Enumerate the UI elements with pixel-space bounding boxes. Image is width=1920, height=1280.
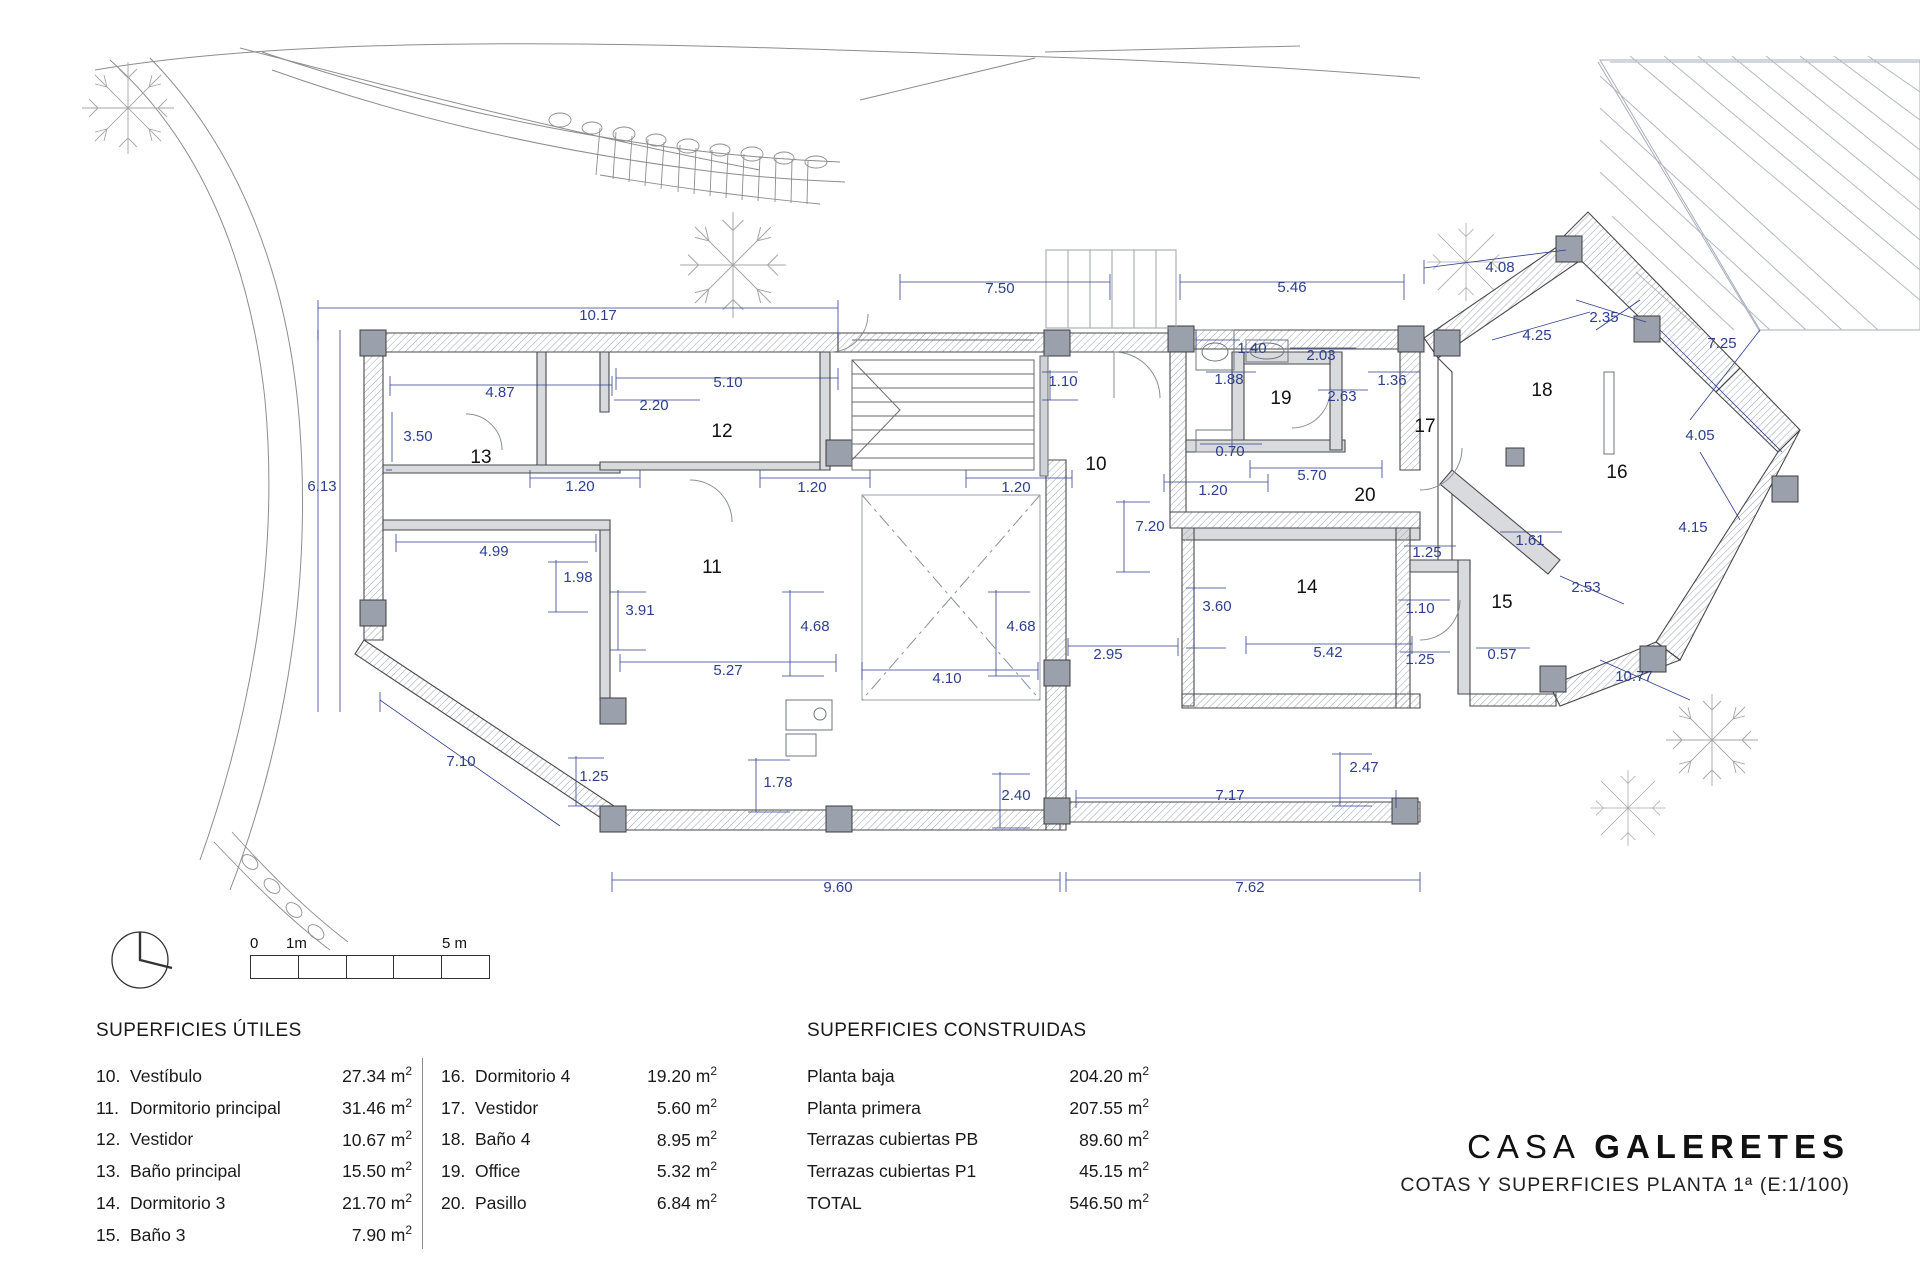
legend-name: Planta primera	[807, 1097, 921, 1118]
building-walls	[355, 212, 1800, 830]
dimension-text: 2.35	[1589, 309, 1619, 326]
legend-name: Office	[475, 1161, 521, 1182]
dimension-text: 6.13	[307, 478, 337, 495]
dimension-text: 1.88	[1214, 371, 1244, 388]
legend-index: 15.	[96, 1224, 121, 1245]
legend-name: Vestíbulo	[130, 1065, 202, 1086]
legend-name: Baño principal	[130, 1161, 241, 1182]
dimension-text: 3.50	[403, 428, 433, 445]
legend-row	[96, 1217, 412, 1249]
legend-index: 16.	[441, 1065, 466, 1086]
legend-value: 207.55 $m^2$	[1069, 1095, 1149, 1118]
legend-row	[807, 1058, 1149, 1090]
project-title-bold: GALERETES	[1594, 1128, 1850, 1165]
dimension-text: 1.61	[1515, 532, 1545, 549]
legend-row	[96, 1058, 412, 1090]
dimension-text: 1.78	[763, 774, 793, 791]
room-number: 10	[1085, 454, 1107, 475]
legend-row	[96, 1122, 412, 1154]
legend-name: Terrazas cubiertas P1	[807, 1161, 977, 1182]
legend-value: 7.90 $m^2$	[351, 1223, 412, 1245]
legend-row	[807, 1122, 1149, 1154]
dimension-text: 5.42	[1313, 644, 1343, 661]
legend-index: 12.	[96, 1129, 121, 1150]
dimension-text: 7.10	[446, 753, 476, 770]
legend-row	[96, 1090, 412, 1122]
dimension-text: 1.25	[1412, 544, 1442, 561]
legend-index: 10.	[96, 1065, 121, 1086]
dimension-text: 5.70	[1297, 467, 1327, 484]
legend-value: 204.20 $m^2$	[1069, 1064, 1149, 1086]
legend-name: Vestidor	[130, 1129, 194, 1150]
dimension-text: 5.10	[713, 374, 743, 391]
dimension-text: 1.20	[797, 479, 827, 496]
dimension-text: 7.50	[985, 280, 1015, 297]
dimension-text: 0.70	[1215, 443, 1245, 460]
dimension-text: 4.25	[1522, 327, 1552, 344]
dimension-text: 4.87	[485, 384, 515, 401]
legend-name: Baño 4	[475, 1129, 531, 1150]
legend-value: 546.50 $m^2$	[1069, 1191, 1149, 1214]
dimension-text: 5.46	[1277, 279, 1307, 296]
dimension-text: 1.10	[1048, 373, 1078, 390]
scale-bar	[250, 935, 490, 979]
scale-bar-ticks	[250, 955, 490, 979]
legend-row	[807, 1153, 1149, 1185]
room-number: 17	[1414, 416, 1436, 437]
dimension-text: 4.15	[1678, 519, 1708, 536]
dimension-text: 7.62	[1235, 879, 1265, 896]
scale-label-zero: 0	[250, 935, 259, 952]
dimension-text: 4.99	[479, 543, 509, 560]
dimension-text: 4.08	[1485, 259, 1515, 276]
dimension-text: 4.68	[1006, 618, 1036, 635]
legend-value: 89.60 $m^2$	[1079, 1127, 1149, 1150]
legend-row	[96, 1185, 412, 1217]
dimension-labels	[307, 259, 1736, 896]
dimension-text: 1.20	[1198, 482, 1228, 499]
dimension-text: 1.40	[1237, 340, 1267, 357]
legend-value: 8.95 $m^2$	[656, 1127, 717, 1150]
dimension-text: 3.91	[625, 602, 655, 619]
legend-index: 20.	[441, 1193, 466, 1214]
legend-value: 5.32 $m^2$	[656, 1159, 717, 1182]
legend-value: 45.15 $m^2$	[1079, 1159, 1149, 1182]
dimension-text: 2.40	[1001, 787, 1031, 804]
room-number: 11	[702, 557, 722, 578]
dimension-text: 2.63	[1327, 388, 1357, 405]
legend-row	[807, 1090, 1149, 1122]
terrace-grid	[1046, 250, 1176, 328]
legend-row	[441, 1185, 717, 1217]
room-number: 19	[1270, 388, 1292, 409]
north-arrow	[100, 920, 180, 1005]
dimension-text: 4.68	[800, 618, 830, 635]
title-block	[1400, 1128, 1850, 1197]
legend-row	[441, 1090, 717, 1122]
legend-row	[441, 1058, 717, 1090]
dimension-text: 9.60	[823, 879, 853, 896]
dimension-text: 1.10	[1405, 600, 1435, 617]
columns	[360, 236, 1798, 832]
legend-row	[807, 1185, 1149, 1217]
dimension-text: 2.03	[1306, 347, 1336, 364]
dimension-text: 10.77	[1615, 668, 1653, 685]
dimension-text: 2.47	[1349, 759, 1379, 776]
legend-value: 19.20 $m^2$	[647, 1064, 717, 1086]
stone-wall-top	[262, 52, 845, 204]
legend-index: 13.	[96, 1161, 121, 1182]
dimension-text: 10.17	[579, 307, 617, 324]
scale-label-one: 1m	[286, 935, 307, 952]
dimension-text: 7.17	[1215, 787, 1245, 804]
staircase	[852, 340, 1048, 476]
dimension-text: 1.36	[1377, 372, 1407, 389]
dimension-text: 2.53	[1571, 579, 1601, 596]
legend-index: 14.	[96, 1193, 121, 1214]
dimension-text: 3.60	[1202, 598, 1232, 615]
legend-name: TOTAL	[807, 1193, 862, 1214]
dimension-text: 4.10	[932, 670, 962, 687]
legend-value: 6.84 $m^2$	[656, 1191, 717, 1214]
dimension-text: 7.20	[1135, 518, 1165, 535]
legend-index: 19.	[441, 1161, 466, 1182]
legend-name: Dormitorio principal	[130, 1097, 281, 1118]
dimension-text: 1.20	[1001, 479, 1031, 496]
room-number: 20	[1354, 485, 1376, 506]
room-number: 13	[470, 447, 492, 468]
sheet-subtitle: COTAS Y SUPERFICIES PLANTA 1ª (E:1/100)	[1400, 1174, 1850, 1196]
utiles-title: SUPERFICIES ÚTILES	[96, 1020, 302, 1041]
utiles-column-2	[422, 1058, 717, 1249]
dimension-text: 1.98	[563, 569, 593, 586]
legend-name: Dormitorio 3	[130, 1193, 226, 1214]
legend-value: 5.60 $m^2$	[656, 1095, 717, 1118]
dimension-text: 1.25	[1405, 651, 1435, 668]
legend-index: 11.	[96, 1097, 120, 1118]
construidas-title: SUPERFICIES CONSTRUIDAS	[807, 1020, 1087, 1041]
project-title	[1400, 1128, 1850, 1166]
room-number: 12	[711, 421, 733, 442]
room-number: 14	[1296, 577, 1318, 598]
project-title-light: CASA	[1467, 1128, 1595, 1165]
room-number: 18	[1531, 380, 1553, 401]
dimension-text: 4.05	[1685, 427, 1715, 444]
legend-name: Pasillo	[475, 1193, 527, 1214]
dimension-text: 1.20	[565, 478, 595, 495]
dimension-text: 1.25	[579, 768, 609, 785]
legend-index: 18.	[441, 1129, 466, 1150]
legend-name: Dormitorio 4	[475, 1065, 571, 1086]
utiles-column-1	[96, 1058, 412, 1249]
dimension-text: 2.20	[639, 397, 669, 414]
legend-name: Baño 3	[130, 1224, 186, 1245]
stone-wall-bottom	[214, 832, 348, 950]
fixtures	[786, 330, 1614, 756]
room-number: 16	[1606, 462, 1628, 483]
dimension-text: 2.95	[1093, 646, 1123, 663]
legend-value: 27.34 $m^2$	[342, 1064, 412, 1086]
legend-name: Terrazas cubiertas PB	[807, 1129, 979, 1150]
dimension-text: 0.57	[1487, 646, 1517, 663]
dimension-text: 7.25	[1707, 335, 1737, 352]
legend-index: 17.	[441, 1097, 466, 1118]
dimension-text: 5.27	[713, 662, 743, 679]
legend-value: 10.67 $m^2$	[342, 1127, 412, 1150]
legend-row	[441, 1122, 717, 1154]
legend-row	[96, 1153, 412, 1185]
construidas-list	[807, 1058, 1149, 1217]
legend-name: Planta baja	[807, 1065, 895, 1086]
legend-row	[441, 1153, 717, 1185]
legend-name: Vestidor	[475, 1097, 539, 1118]
scale-label-five: 5 m	[442, 935, 468, 952]
legend-value: 31.46 $m^2$	[342, 1095, 412, 1118]
legend-value: 15.50 $m^2$	[342, 1159, 412, 1182]
legend-value: 21.70 $m^2$	[342, 1191, 412, 1214]
room-number: 15	[1491, 592, 1513, 613]
